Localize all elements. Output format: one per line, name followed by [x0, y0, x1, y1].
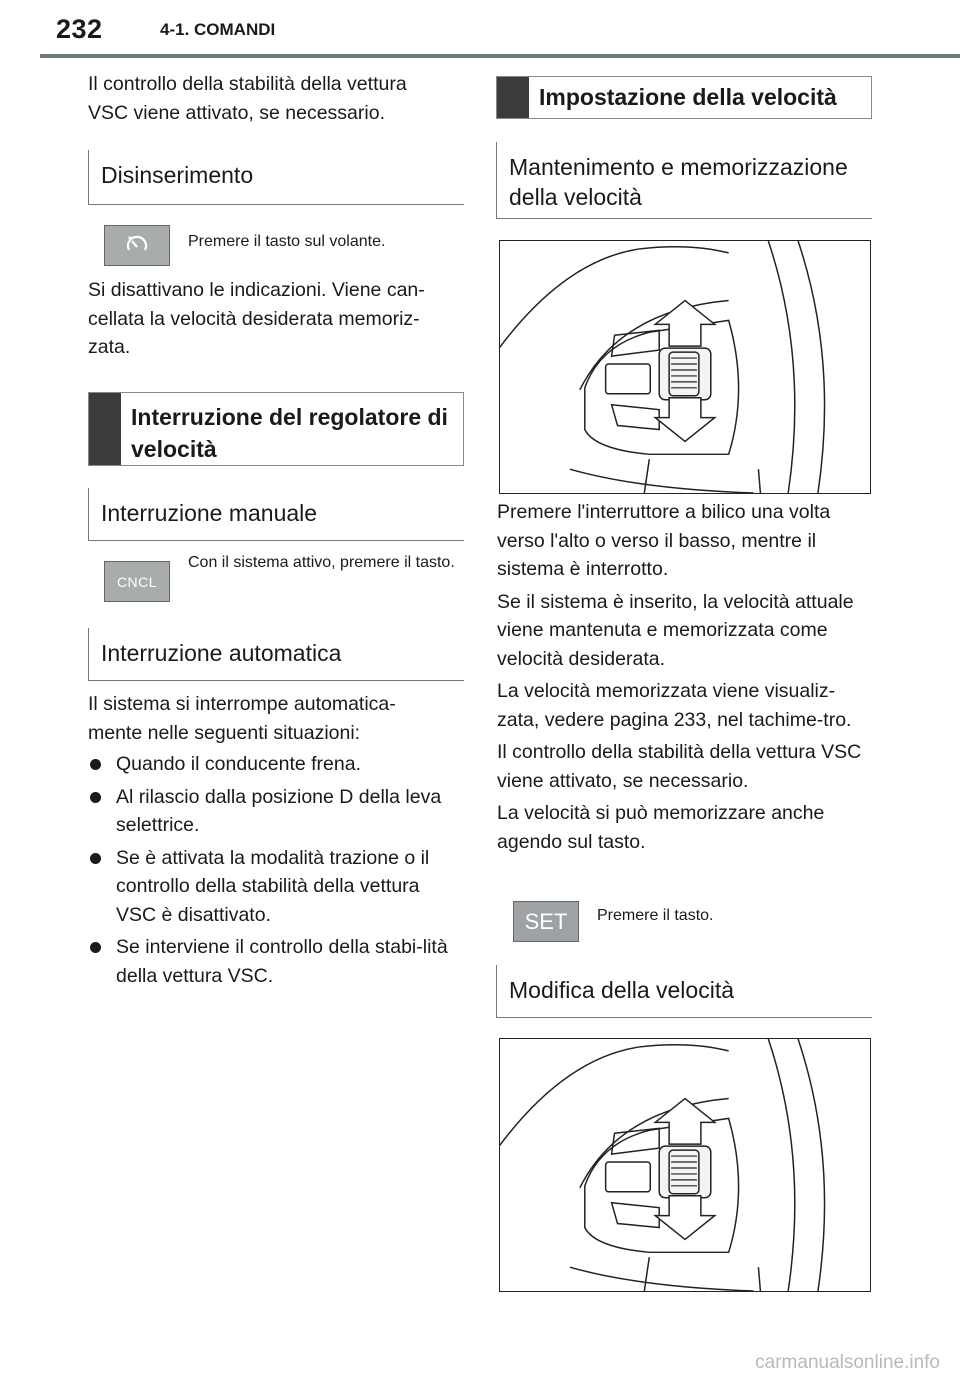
cncl-key — [104, 561, 170, 602]
set-key-label: SET — [524, 908, 568, 934]
steering-wheel-figure-2 — [499, 1038, 871, 1292]
list-item: Se è attivata la modalità trazione o il controllo della stabilità della vettura VSC è disattivato. — [88, 844, 460, 930]
auto-text: Il sistema si interrompe automatica-mente nelle seguenti situazioni: — [88, 693, 396, 744]
mantenimento-heading: Mantenimento e memorizzazione della velocità — [496, 142, 872, 219]
header-rule — [40, 54, 960, 58]
disinserimento-note: Premere il tasto sul volante. — [188, 233, 386, 250]
cncl-key-label: CNCL — [116, 573, 158, 590]
auto-conditions-list — [88, 750, 460, 994]
speedometer-key — [104, 225, 170, 266]
auto-heading: Interruzione automatica — [88, 628, 464, 681]
watermark: carmanualsonline.info — [755, 1352, 940, 1373]
impostazione-heading-box — [496, 76, 872, 119]
heading-bar — [89, 393, 121, 465]
manuale-heading: Interruzione manuale — [88, 488, 464, 541]
interruzione-heading: Interruzione del regolatore di velocità — [131, 404, 448, 462]
impostazione-heading: Impostazione della velocità — [539, 84, 837, 110]
set-key — [513, 901, 579, 942]
page-number: 232 — [56, 14, 103, 44]
list-item: Se interviene il controllo della stabi-lità della vettura VSC. — [88, 933, 460, 990]
interruzione-heading-box — [88, 392, 464, 466]
list-item: Quando il conducente frena. — [88, 750, 460, 779]
set-note: Premere il tasto. — [597, 907, 714, 924]
disinserimento-heading: Disinserimento — [88, 150, 464, 205]
mantenimento-text: Premere l'interruttore a bilico una volta verso l'alto o verso il basso, mentre il sistema è interrotto. Se il sistema è inserito, la velocità attuale viene mantenuta e memorizzata come velocità desiderata. La velocità memorizzata viene visualiz-zata, vedere pagina 233, nel tachime-tro. Il controllo della stabilità della vettura VSC viene attivato, se necessario. La velocità si può memorizzare anche agendo sul tasto. — [497, 501, 862, 853]
section-title: 4-1. COMANDI — [160, 20, 276, 39]
list-item: Al rilascio dalla posizione D della leva selettrice. — [88, 783, 460, 840]
intro-paragraph: Il controllo della stabilità della vettura VSC viene attivato, se necessario. — [88, 73, 407, 124]
manuale-note: Con il sistema attivo, premere il tasto. — [188, 554, 455, 571]
steering-wheel-figure — [499, 240, 871, 494]
disinserimento-text: Si disattivano le indicazioni. Viene can-cellata la velocità desiderata memoriz-zata. — [88, 279, 425, 358]
modifica-heading: Modifica della velocità — [496, 965, 872, 1018]
heading-bar — [497, 77, 529, 118]
speedometer-icon — [124, 233, 150, 259]
